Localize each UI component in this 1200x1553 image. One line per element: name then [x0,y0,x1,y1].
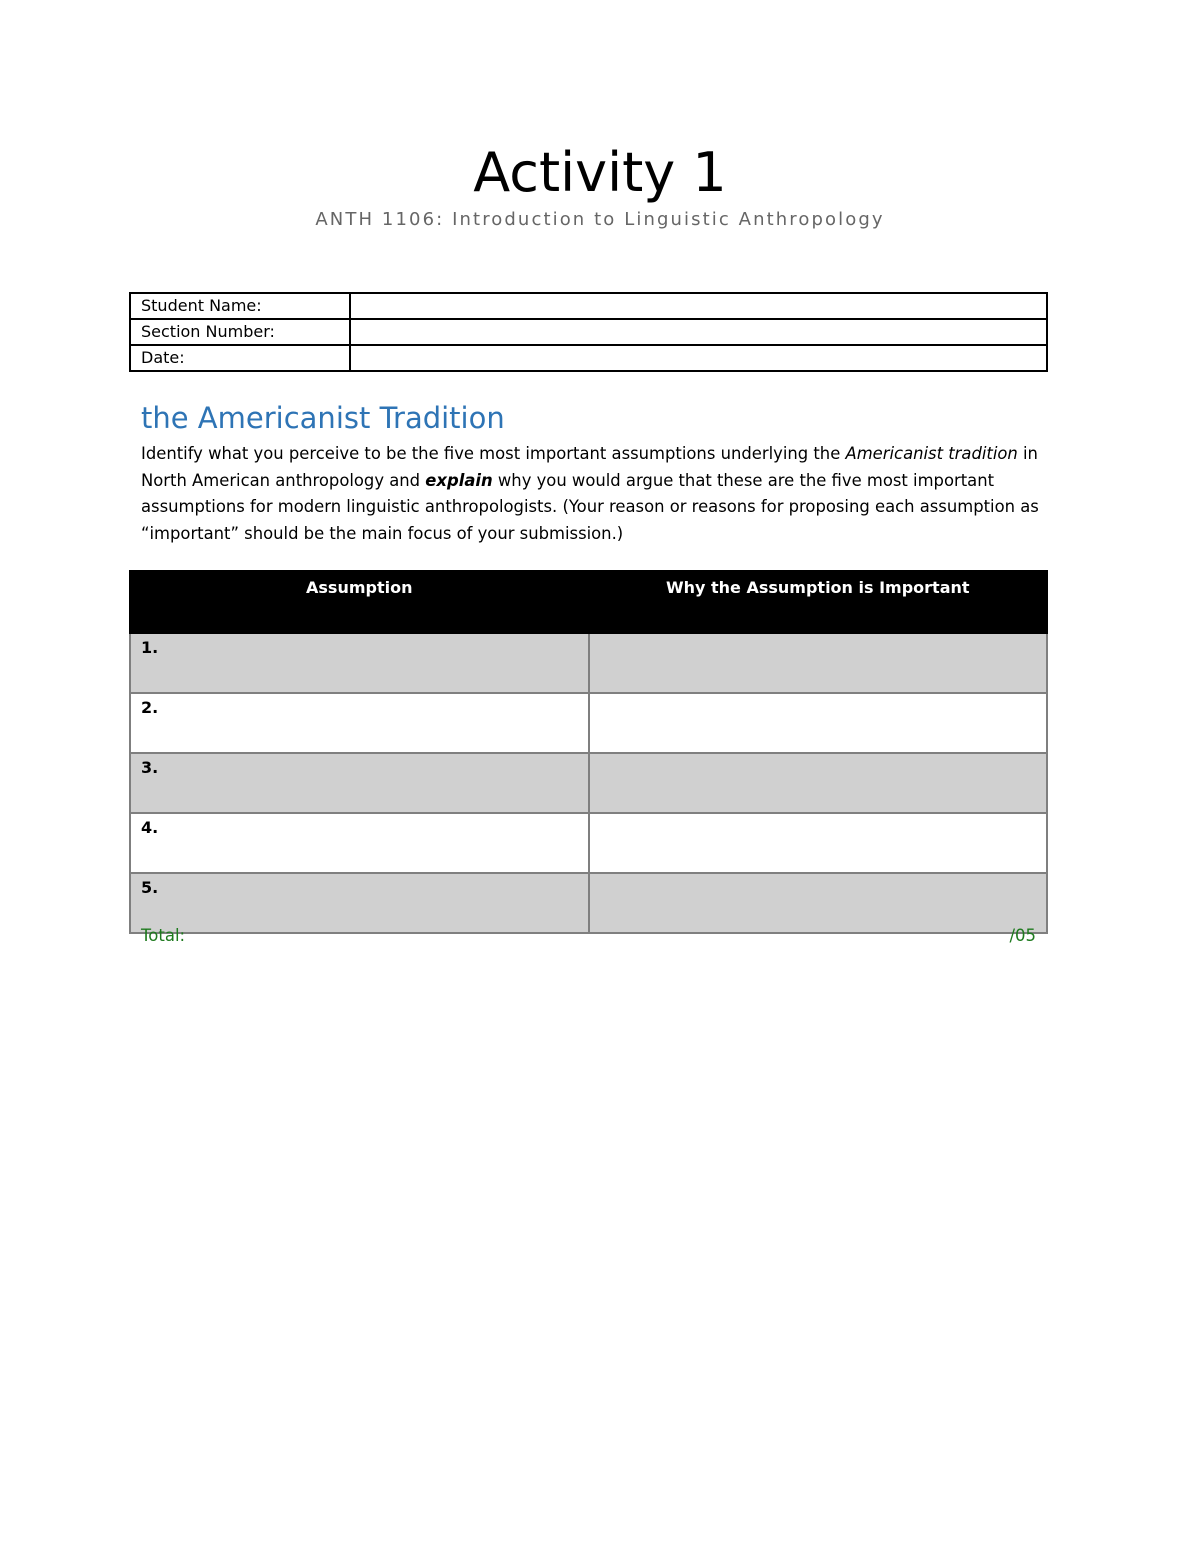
assumption-table [129,570,1048,934]
assumption-cell[interactable]: 1. [130,633,589,693]
reason-cell[interactable] [589,753,1048,813]
document-title: Activity 1 [473,141,727,204]
total-label: Total: [141,926,186,945]
section-number-field[interactable] [350,319,1047,345]
student-info-table [129,292,1048,372]
assumption-cell[interactable]: 5. [130,873,589,933]
table-row [130,753,1047,813]
reason-cell[interactable] [589,633,1048,693]
table-row [130,813,1047,873]
instructions-italic-term: Americanist tradition [845,444,1018,463]
total-value: /05 [1009,926,1036,945]
instructions-text-3: why you would argue that these are the five most important assumptions for modern linguistic anthropologists. (Your reason or reasons for proposing each assumption as “important” should be the main focus of your submission.) [141,470,1039,543]
reason-cell[interactable] [589,693,1048,753]
date-field[interactable] [350,345,1047,371]
section-heading: the Americanist Tradition [141,401,505,435]
assumption-table-header [130,571,1047,633]
assumption-cell[interactable]: 3. [130,753,589,813]
header-why-important: Why the Assumption is Important [589,571,1048,633]
reason-cell[interactable] [589,813,1048,873]
reason-cell[interactable] [589,873,1048,933]
instructions-text-2: in North American anthropology and [141,444,1038,490]
date-row [130,345,1047,371]
student-name-field[interactable] [350,293,1047,319]
assumption-cell[interactable]: 4. [130,813,589,873]
instructions-bold-term: explain [425,470,493,490]
course-subtitle: ANTH 1106: Introduction to Linguistic Anthropology [315,209,885,230]
instructions-paragraph [141,441,1071,547]
table-row [130,693,1047,753]
assumption-cell[interactable]: 2. [130,693,589,753]
section-number-label: Section Number: [130,319,350,345]
table-row [130,873,1047,933]
section-number-row [130,319,1047,345]
student-name-label: Student Name: [130,293,350,319]
date-label: Date: [130,345,350,371]
instructions-text-1: Identify what you perceive to be the five most important assumptions underlying the [141,444,846,463]
student-name-row [130,293,1047,319]
table-row [130,633,1047,693]
header-assumption: Assumption [130,571,589,633]
